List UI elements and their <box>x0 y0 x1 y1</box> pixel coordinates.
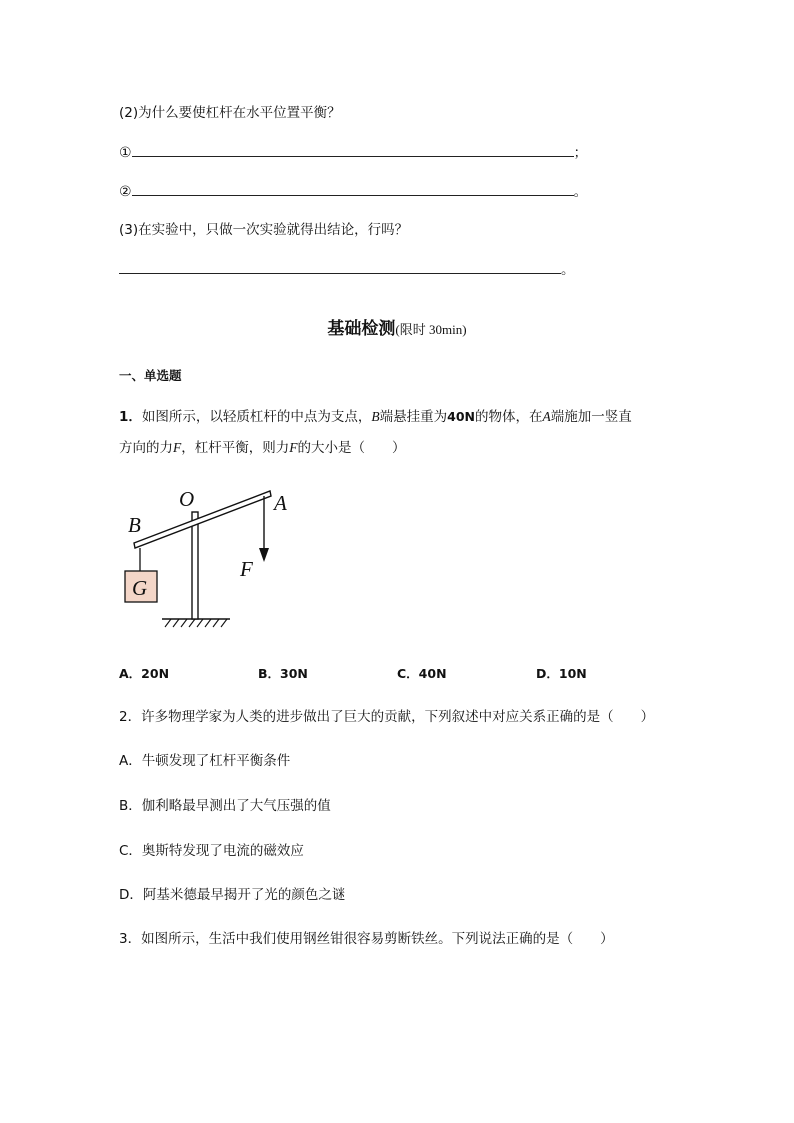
blank-line <box>119 260 561 274</box>
q1-var-f: F <box>173 440 182 455</box>
q1-var-a: A <box>542 409 551 424</box>
answer-blank-1[interactable] <box>119 143 587 162</box>
support-post <box>192 512 198 619</box>
q2-option-c[interactable]: C．奥斯特发现了电流的磁效应 <box>119 843 304 859</box>
part-heading: 一、单选题 <box>119 368 182 383</box>
force-arrow-head <box>259 548 269 562</box>
q1-weight: 40N <box>447 409 476 424</box>
label-f: F <box>240 557 253 581</box>
q1-option-a[interactable]: A．20N <box>119 666 170 681</box>
q2-option-a[interactable]: A．牛顿发现了杠杆平衡条件 <box>119 753 291 769</box>
label-a: A <box>274 491 287 515</box>
q2-prompt: (2)为什么要使杠杆在水平位置平衡？ <box>119 105 341 121</box>
blank-line <box>132 143 574 157</box>
label-o: O <box>179 487 195 511</box>
q3-prompt: (3)在实验中，只做一次实验就得出结论，行吗？ <box>119 222 409 238</box>
q2-option-b[interactable]: B．伽利略最早测出了大气压强的值 <box>119 798 331 814</box>
punct: 。 <box>573 184 588 200</box>
label-b: B <box>128 513 141 537</box>
lever-bar <box>134 491 271 548</box>
q1-var-f: F <box>289 440 298 455</box>
section-title <box>0 314 794 339</box>
label-g: G <box>132 576 148 600</box>
ground-hatch <box>165 619 227 627</box>
question-2: 2．许多物理学家为人类的进步做出了巨大的贡献，下列叙述中对应关系正确的是（ ） <box>119 709 655 725</box>
q1-text: 方向的力 <box>119 440 173 456</box>
q1-option-b[interactable]: B．30N <box>258 666 308 681</box>
blank-line <box>132 182 574 196</box>
q1-text: 端施加一竖直 <box>550 409 632 425</box>
q2-option-d[interactable]: D．阿基米德最早揭开了光的颜色之谜 <box>119 887 346 903</box>
q1-option-d[interactable]: D．10N <box>536 666 587 681</box>
q1-option-c[interactable]: C．40N <box>397 666 447 681</box>
question-1-line-2 <box>119 439 406 457</box>
q1-text: ，杠杆平衡，则力 <box>181 440 290 456</box>
q1-text: 的物体，在 <box>475 409 543 425</box>
q1-text: 如图所示，以轻质杠杆的中点为支点， <box>141 409 372 425</box>
lever-figure <box>118 482 298 632</box>
question-1-line-1 <box>119 408 632 426</box>
q1-number: 1． <box>119 409 142 425</box>
q1-text: 的大小是（ ） <box>297 440 406 456</box>
answer-blank-2[interactable] <box>119 182 587 201</box>
punct: ； <box>573 145 588 161</box>
circled-number-2: ② <box>119 184 132 200</box>
punct: 。 <box>561 262 575 278</box>
circled-number-1: ① <box>119 145 132 161</box>
q1-var-b: B <box>371 409 380 424</box>
q1-text: 端悬挂重为 <box>379 409 448 425</box>
answer-blank-3[interactable] <box>119 260 575 279</box>
section-title-sub: (限时 30min) <box>395 322 467 337</box>
section-title-main: 基础检测 <box>327 319 396 339</box>
question-3: 3．如图所示，生活中我们使用钢丝钳很容易剪断铁丝。下列说法正确的是（ ） <box>119 931 614 947</box>
